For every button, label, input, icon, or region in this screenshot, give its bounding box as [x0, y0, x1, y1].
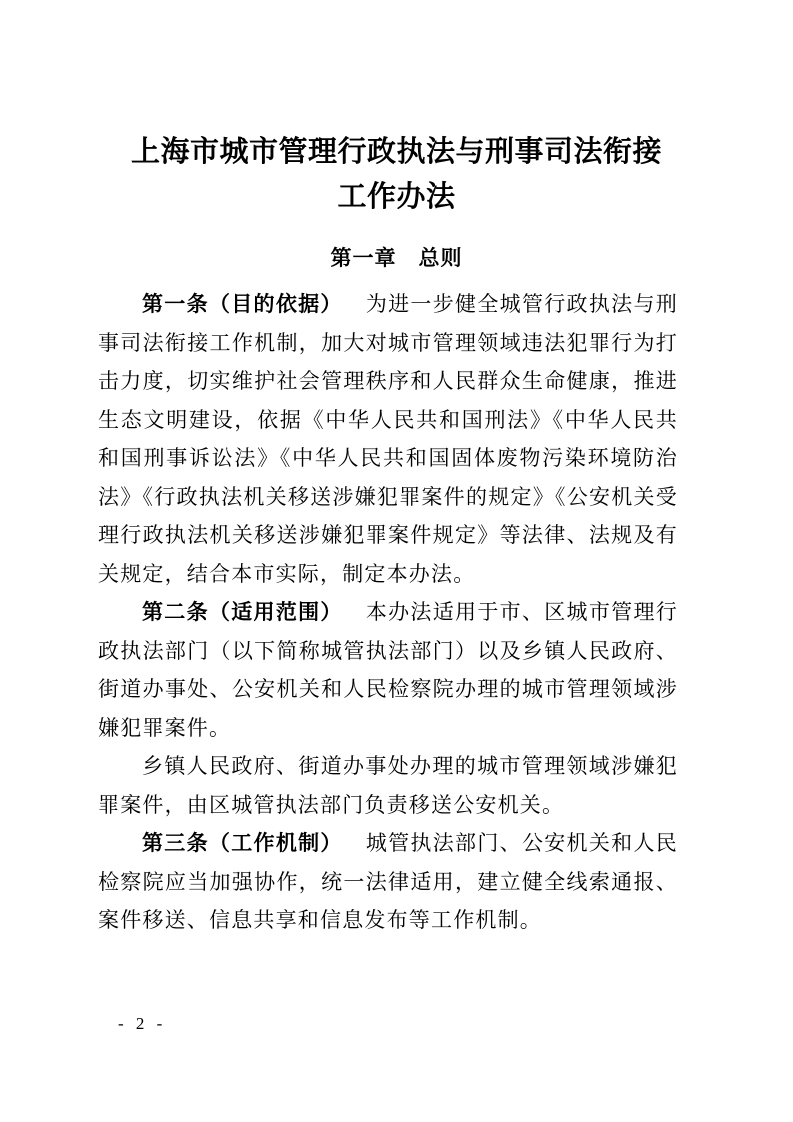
document-title	[0, 0, 793, 220]
article-2-text: 本办法适用于市、区城市管理行政执法部门（以下简称城管执法部门）以及乡镇人民政府、街道办事处、公安机关和人民检察院办理的城市管理领域涉嫌犯罪案件。	[98, 600, 678, 740]
document-title-line1: 上海市城市管理行政执法与刑事司法衔接	[130, 136, 662, 168]
article-3-text: 城管执法部门、公安机关和人民检察院应当加强协作，统一法律适用，建立健全线索通报、案件移送、信息共享和信息发布等工作机制。	[98, 831, 678, 932]
paragraph-article-2	[98, 593, 678, 747]
document-title-line2: 工作办法	[337, 181, 456, 213]
article-2-label: 第二条（适用范围）	[142, 600, 343, 624]
chapter-heading: 第一章 总则	[330, 246, 463, 270]
page-number: - 2 -	[118, 1014, 167, 1033]
article-3-label: 第三条（工作机制）	[142, 831, 343, 855]
article-1-text: 为进一步健全城管行政执法与刑事司法衔接工作机制，加大对城市管理领域违法犯罪行为打击力度，切实维护社会管理秩序和人民群众生命健康，推进生态文明建设，依据《中华人民共和国刑法》《中华人民共和国刑事诉讼法》《中华人民共和国固体废物污染环境防治法》《行政执法机关移送涉嫌犯罪案件的规定》《公安机关受理行政执法机关移送涉嫌犯罪案件规定》等法律、法规及有关规定，结合本市实际，制定本办法。	[98, 292, 678, 586]
article-1-label: 第一条（目的依据）	[142, 292, 343, 316]
article-2b-text: 乡镇人民政府、街道办事处办理的城市管理领域涉嫌犯罪案件，由区城管执法部门负责移送公安机关。	[98, 754, 678, 817]
paragraph-article-1	[98, 285, 678, 593]
paragraph-article-2-continuation	[98, 747, 678, 824]
paragraph-article-3	[98, 824, 678, 940]
document-body	[98, 285, 678, 940]
